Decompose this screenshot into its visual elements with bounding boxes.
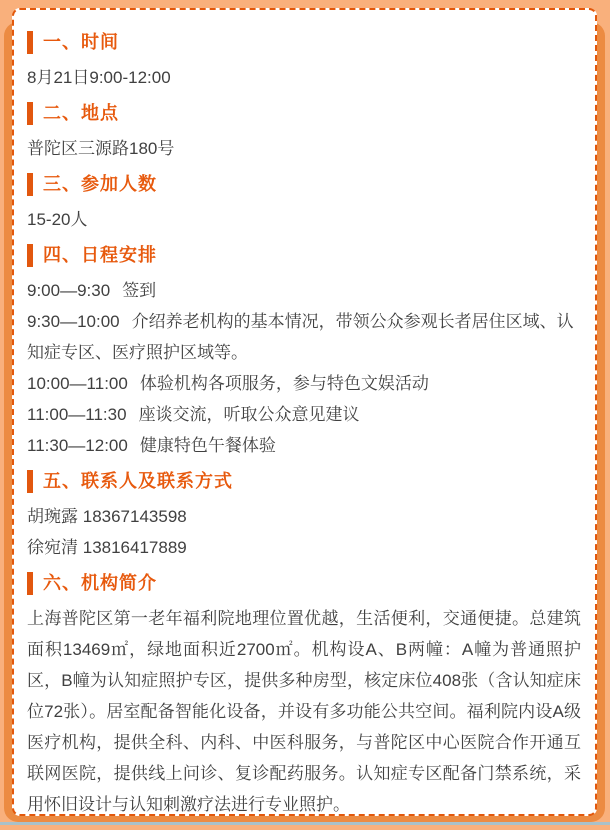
section-bar-icon xyxy=(27,572,33,595)
section-bar-icon xyxy=(27,173,33,196)
schedule-desc: 签到 xyxy=(122,281,157,300)
section-header-schedule xyxy=(27,243,581,267)
section-header-participants xyxy=(27,172,581,196)
participants-value: 15-20人 xyxy=(27,210,88,229)
schedule-desc: 健康特色午餐体验 xyxy=(139,436,276,455)
schedule-item xyxy=(27,430,581,461)
schedule-item xyxy=(27,368,581,399)
section-header-contacts xyxy=(27,469,581,493)
schedule-item xyxy=(27,306,581,368)
section-title: 二、地点 xyxy=(43,103,119,123)
schedule-time: 9:30—10:00 xyxy=(27,312,120,331)
section-title: 三、参加人数 xyxy=(43,174,157,194)
schedule-time: 11:00—11:30 xyxy=(27,405,127,424)
schedule-time: 11:30—12:00 xyxy=(27,436,128,455)
section-bar-icon xyxy=(27,31,33,54)
section-bar-icon xyxy=(27,470,33,493)
section-title: 四、日程安排 xyxy=(43,245,157,265)
time-value: 8月21日9:00-12:00 xyxy=(27,68,171,87)
section-header-location xyxy=(27,101,581,125)
contact-phone: 18367143598 xyxy=(82,507,187,526)
contact-name: 胡琬露 xyxy=(27,507,78,526)
section-title: 五、联系人及联系方式 xyxy=(43,471,233,491)
institution-intro-paragraph: 上海普陀区第一老年福利院地理位置优越，生活便利，交通便捷。总建筑面积13469㎡，绿地面积近2700㎡。机构设A、B两幢：A幢为普通照护区，B幢为认知症照护专区，提供多种房型，核定床位408张（含认知症床位72张）。居室配备智能化设备，并设有多功能公共空间。福利院内设A级医疗机构，提供全科、内科、中医科服务，与普陀区中心医院合作开通互联网医院，提供线上问诊、复诊配药服务。认知症专区配备门禁系统，采用怀旧设计与认知刺激疗法进行专业照护。 xyxy=(27,609,581,814)
schedule-item xyxy=(27,399,581,430)
schedule-time: 10:00—11:00 xyxy=(27,374,128,393)
contact-name: 徐宛清 xyxy=(27,538,78,557)
schedule-item xyxy=(27,275,581,306)
section-header-intro xyxy=(27,571,581,595)
section-bar-icon xyxy=(27,244,33,267)
section-header-time xyxy=(27,30,581,54)
contact-row xyxy=(27,501,581,532)
bottom-divider-strip xyxy=(0,822,610,825)
article-card xyxy=(12,8,597,816)
schedule-desc: 体验机构各项服务，参与特色文娱活动 xyxy=(139,374,429,393)
section-title: 一、时间 xyxy=(43,32,119,52)
section-bar-icon xyxy=(27,102,33,125)
contact-phone: 13816417889 xyxy=(82,538,187,557)
section-title: 六、机构简介 xyxy=(43,573,157,593)
schedule-desc: 介绍养老机构的基本情况，带领公众参观长者居住区域、认知症专区、医疗照护区域等。 xyxy=(27,312,574,362)
location-value: 普陀区三源路180号 xyxy=(27,139,175,158)
contact-row xyxy=(27,532,581,563)
schedule-time: 9:00—9:30 xyxy=(27,281,111,300)
schedule-desc: 座谈交流，听取公众意见建议 xyxy=(138,405,360,424)
